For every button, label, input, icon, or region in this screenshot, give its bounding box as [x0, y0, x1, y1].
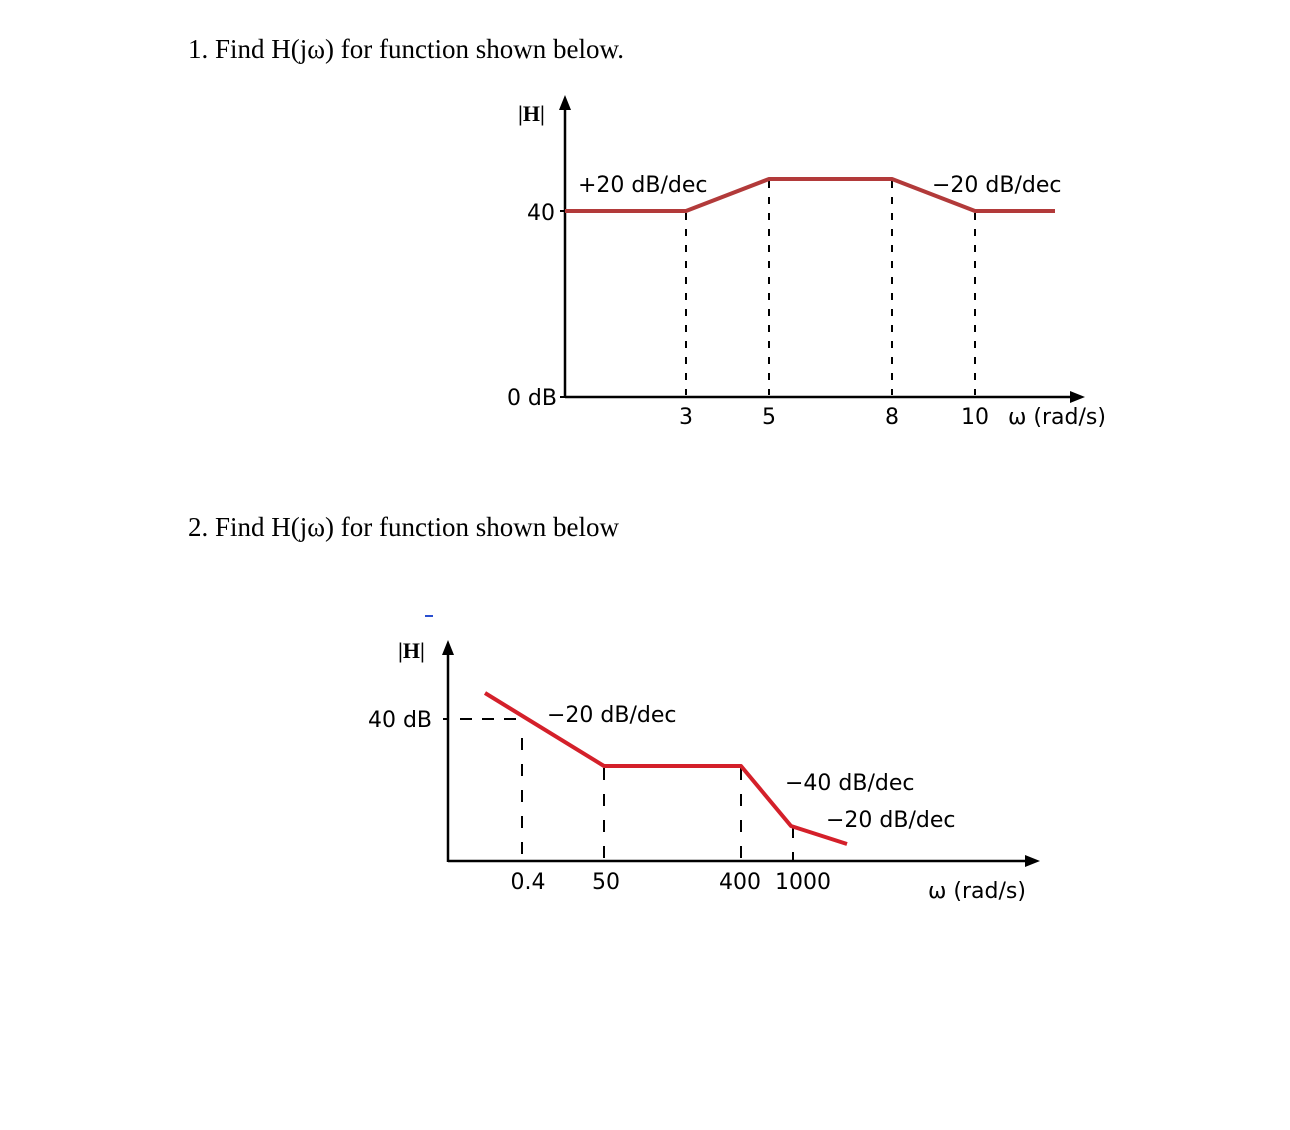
fig1-slope-label-down: −20 dB/dec	[932, 173, 1062, 198]
fig2-slope-label-1: −20 dB/dec	[547, 703, 677, 728]
fig2-x-tick-label-400: 400	[719, 870, 761, 895]
fig1-y-tick-label-0db: 0 dB	[506, 386, 557, 411]
fig1-x-axis-label: ω (rad/s)	[1008, 405, 1106, 430]
fig2-x-tick-label-50: 50	[592, 870, 620, 895]
fig2-y-tick-label-40db: 40 dB	[367, 708, 432, 733]
fig2-y-axis-label: |H|	[398, 638, 425, 663]
fig2-x-tick-label-1000: 1000	[775, 870, 831, 895]
fig1-y-tick-label-40: 40	[527, 201, 555, 226]
question-2-text: Find H(jω) for function shown below	[215, 512, 619, 542]
fig2-slope-label-2: −40 dB/dec	[785, 771, 915, 796]
fig2-x-tick-label-0.4: 0.4	[510, 870, 546, 895]
fig2-y-axis-arrow	[442, 640, 454, 655]
fig1-y-axis-label: |H|	[518, 101, 545, 126]
fig2-x-axis-arrow	[1025, 855, 1040, 867]
fig1-slope-label-up: +20 dB/dec	[578, 173, 708, 198]
question-1-number: 1.	[188, 34, 209, 64]
question-2-number: 2.	[188, 512, 209, 542]
fig1-x-tick-label-5: 5	[762, 405, 776, 430]
fig1-x-tick-label-10: 10	[961, 405, 989, 430]
question-1-text: Find H(jω) for function shown below.	[215, 34, 624, 64]
fig2-x-axis-label: ω (rad/s)	[928, 879, 1026, 904]
fig1-x-tick-label-3: 3	[679, 405, 693, 430]
fig1-x-tick-label-8: 8	[885, 405, 899, 430]
fig2-slope-label-3: −20 dB/dec	[826, 808, 956, 833]
